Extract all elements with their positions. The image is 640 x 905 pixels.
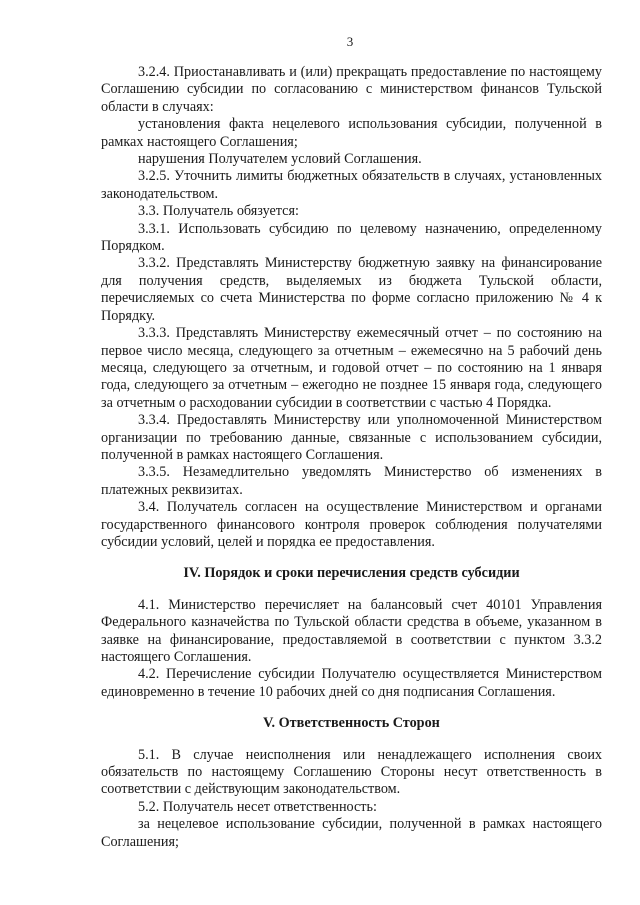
section-heading-iv: IV. Порядок и сроки перечисления средств субсидии — [183, 565, 520, 582]
paragraph: 3.3.5. Незамедлительно уведомлять Министерство об изменениях в платежных реквизитах. — [101, 464, 602, 498]
paragraph: 4.2. Перечисление субсидии Получателю осуществляется Министерством единовременно в течение 10 рабочих дней со дня подписания Соглашения. — [101, 666, 602, 700]
paragraph: 3.3.4. Предоставлять Министерству или уполномоченной Министерством организации по требованию данные, связанные с использованием субсидии, полученной в рамках настоящего Соглашения. — [101, 412, 602, 463]
paragraph: нарушения Получателем условий Соглашения. — [138, 151, 422, 168]
paragraph: 5.2. Получатель несет ответственность: — [138, 798, 377, 815]
paragraph: установления факта нецелевого использования субсидии, полученной в рамках настоящего Соглашения; — [101, 116, 602, 150]
paragraph: 3.3.3. Представлять Министерству ежемесячный отчет – по состоянию на первое число месяца, следующего за отчетным – ежемесячно на 5 рабочий день месяца, следующего за отчетным, и годовой отчет – по состоянию на 1 января года, следующего за отчетным – ежегодно не позднее 15 января года, следующего за отчетным о расходовании субсидии в соответствии с частью 4 Порядка. — [101, 325, 602, 411]
document-body — [101, 64, 602, 851]
paragraph: 5.1. В случае неисполнения или ненадлежащего исполнения своих обязательств по настоящему Соглашению Стороны несут ответственность в соответствии с действующим законодательством. — [101, 746, 602, 798]
paragraph: 3.2.4. Приостанавливать и (или) прекращать предоставление по настоящему Соглашению субсидии по согласованию с министерством финансов Тульской области в случаях: — [101, 64, 602, 115]
paragraph: 3.4. Получатель согласен на осуществление Министерством и органами государственного финансового контроля проверок соблюдения получателями субсидии условий, целей и порядка ее предоставления. — [101, 499, 602, 550]
paragraph: 4.1. Министерство перечисляет на балансовый счет 40101 Управления Федерального казначейства по Тульской области средства в объеме, указанном в заявке на финансирование, предоставляемой в соответствии с пунктом 3.3.2 настоящего Соглашения. — [101, 596, 602, 665]
paragraph: 3.3.1. Использовать субсидию по целевому назначению, определенному Порядком. — [101, 220, 602, 255]
paragraph: за нецелевое использование субсидии, полученной в рамках настоящего Соглашения; — [101, 816, 602, 850]
paragraph: 3.3. Получатель обязуется: — [138, 203, 299, 220]
paragraph: 3.3.2. Представлять Министерству бюджетную заявку на финансирование для получения средств, выделяемых из бюджета Тульской области, перечисляемых со счета Министерства по форме согласно приложению № 4 к Порядку. — [101, 255, 602, 324]
section-heading-v: V. Ответственность Сторон — [263, 715, 440, 732]
paragraph: 3.2.5. Уточнить лимиты бюджетных обязательств в случаях, установленных законодательством. — [101, 168, 602, 202]
page-number: 3 — [346, 34, 354, 49]
